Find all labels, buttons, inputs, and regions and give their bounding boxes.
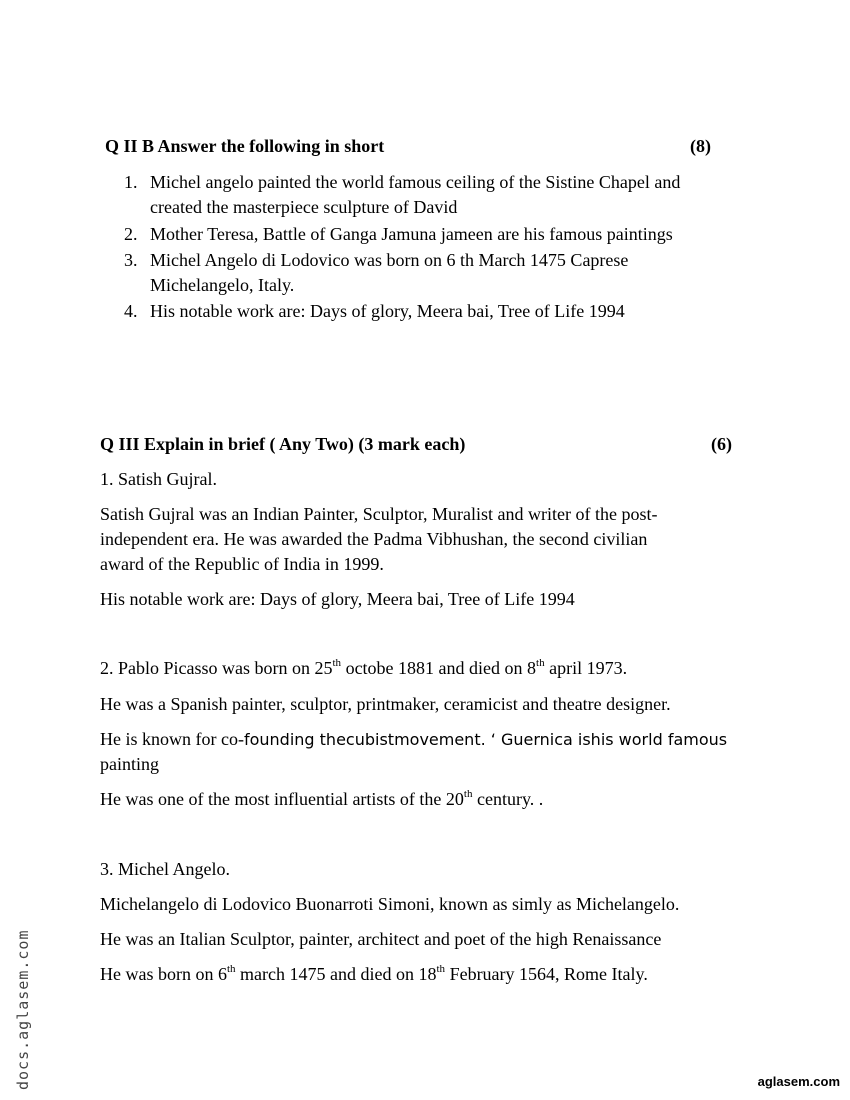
picasso-known-for: He is known for co-founding thecubistmovement. ‘ Guernica ishis world famous painting — [100, 729, 728, 774]
picasso-influence: He was one of the most influential artists of the 20th century. . — [100, 788, 544, 809]
footer-brand: aglasem.com — [757, 1074, 840, 1089]
side-watermark: docs.aglasem.com — [14, 929, 32, 1090]
picasso-birth-line: 2. Pablo Picasso was born on 25th octobe 1881 and died on 8th april 1973. — [100, 657, 628, 678]
section-b-title: Q II B Answer the following in short — [105, 136, 385, 156]
section-c-title: Q III Explain in brief ( Any Two) (3 mark each) — [100, 434, 466, 454]
gujral-paragraph: Satish Gujral was an Indian Painter, Sculptor, Muralist and writer of the post- independent era. He was awarded the Padma Vibhushan, the second civilian award of the Republic of India in 1999. — [100, 504, 658, 574]
list-item-text: Mother Teresa, Battle of Ganga Jamuna jameen are his famous paintings — [150, 224, 673, 244]
picasso-description: He was a Spanish painter, sculptor, printmaker, ceramicist and theatre designer. — [100, 694, 671, 714]
list-item-text: Michel Angelo di Lodovico was born on 6 th March 1475 Caprese Michelangelo, Italy. — [150, 250, 629, 295]
gujral-notable-work: His notable work are: Days of glory, Meera bai, Tree of Life 1994 — [100, 589, 575, 609]
list-item-text: Michel angelo painted the world famous ceiling of the Sistine Chapel and created the masterpiece sculpture of David — [150, 172, 681, 217]
michelangelo-dates: He was born on 6th march 1475 and died on 18th February 1564, Rome Italy. — [100, 963, 648, 984]
michelangelo-heading: 3. Michel Angelo. — [100, 859, 230, 879]
gujral-heading: 1. Satish Gujral. — [100, 469, 217, 489]
list-item-number: 1. — [124, 172, 138, 192]
section-b-marks: (8) — [690, 136, 711, 156]
section-c-marks: (6) — [711, 434, 732, 454]
list-item-number: 4. — [124, 301, 138, 321]
list-item-text: His notable work are: Days of glory, Meera bai, Tree of Life 1994 — [150, 301, 625, 321]
michelangelo-description: He was an Italian Sculptor, painter, architect and poet of the high Renaissance — [100, 929, 662, 949]
list-item-number: 3. — [124, 250, 138, 270]
list-item-number: 2. — [124, 224, 138, 244]
michelangelo-full-name: Michelangelo di Lodovico Buonarroti Simoni, known as simly as Michelangelo. — [100, 894, 680, 914]
